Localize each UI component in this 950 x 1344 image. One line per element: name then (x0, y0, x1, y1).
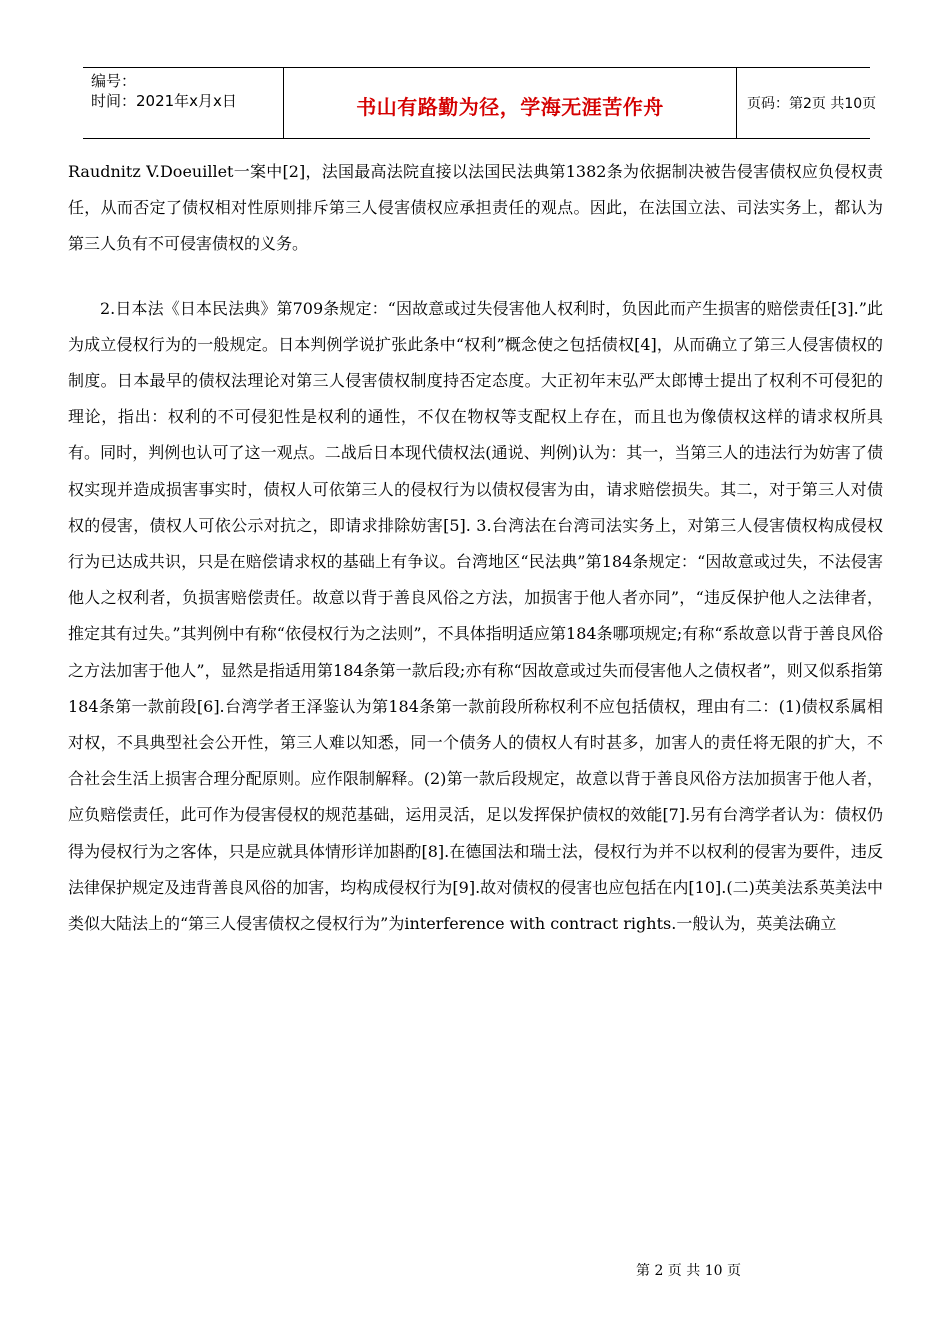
paragraph-2: 2.日本法《日本民法典》第709条规定：“因故意或过失侵害他人权利时，负因此而产生损害的赔偿责任[3].”此为成立侵权行为的一般规定。日本判例学说扩张此条中“权利”概念使之包括债权[4]，从而确立了第三人侵害债权的制度。日本最早的债权法理论对第三人侵害债权制度持否定态度。大正初年末弘严太郎博士提出了权利不可侵犯的理论，指出：权利的不可侵犯性是权利的通性，不仅在物权等支配权上存在，而且也为像债权这样的请求权所具有。同时，判例也认可了这一观点。二战后日本现代债权法(通说、判例)认为：其一，当第三人的违法行为妨害了债权实现并造成损害事实时，债权人可依第三人的侵权行为以债权侵害为由，请求赔偿损失。其二，对于第三人对债权的侵害，债权人可依公示对抗之，即请求排除妨害[5]. 3.台湾法在台湾司法实务上，对第三人侵害债权构成侵权行为已达成共识，只是在赔偿请求权的基础上有争议。台湾地区“民法典”第184条规定：“因故意或过失，不法侵害他人之权利者，负损害赔偿责任。故意以背于善良风俗之方法，加损害于他人者亦同”，“违反保护他人之法律者，推定其有过失。”其判例中有称“依侵权行为之法则”，不具体指明适应第184条哪项规定;有称“系故意以背于善良风俗之方法加害于他人”，显然是指适用第184条第一款后段;亦有称“因故意或过失而侵害他人之债权者”，则又似系指第184条第一款前段[6].台湾学者王泽鉴认为第184条第一款前段所称权利不应包括债权，理由有二：(1)债权系属相对权，不具典型社会公开性，第三人难以知悉，同一个债务人的债权人有时甚多，加害人的责任将无限的扩大，不合社会生活上损害合理分配原则。应作限制解释。(2)第一款后段规定，故意以背于善良风俗方法加损害于他人者，应负赔偿责任，此可作为侵害侵权的规范基础，运用灵活，足以发挥保护债权的效能[7].另有台湾学者认为：债权仍得为侵权行为之客体，只是应就具体情形详加斟酌[8].在德国法和瑞士法，侵权行为并不以权利的侵害为要件，违反法律保护规定及违背善良风俗的加害，均构成侵权行为[9].故对债权的侵害也应包括在内[10].(二)英美法系英美法中类似大陆法上的“第三人侵害债权之侵权行为”为interference with contract rights.一般认为，英美法确立 (68, 298, 883, 934)
header-time-label: 时间：2021年x月x日 (91, 92, 237, 110)
header-meta (83, 68, 283, 138)
page-header (83, 67, 877, 139)
page-footer: 第 2 页 共 10 页 (636, 1263, 741, 1279)
document-body (68, 154, 883, 942)
header-number-label: 编号： (91, 72, 137, 90)
header-motto: 书山有路勤为径，学海无涯苦作舟 (283, 68, 737, 138)
header-page-code: 页码：第2页 共10页 (747, 96, 877, 112)
paragraph-1: Raudnitz V.Doeuillet一案中[2]，法国最高法院直接以法国民法典第1382条为依据制决被告侵害债权应负侵权责任，从而否定了债权相对性原则排斥第三人侵害债权应承担责任的观点。因此，在法国立法、司法实务上，都认为第三人负有不可侵害债权的义务。 (68, 162, 883, 254)
